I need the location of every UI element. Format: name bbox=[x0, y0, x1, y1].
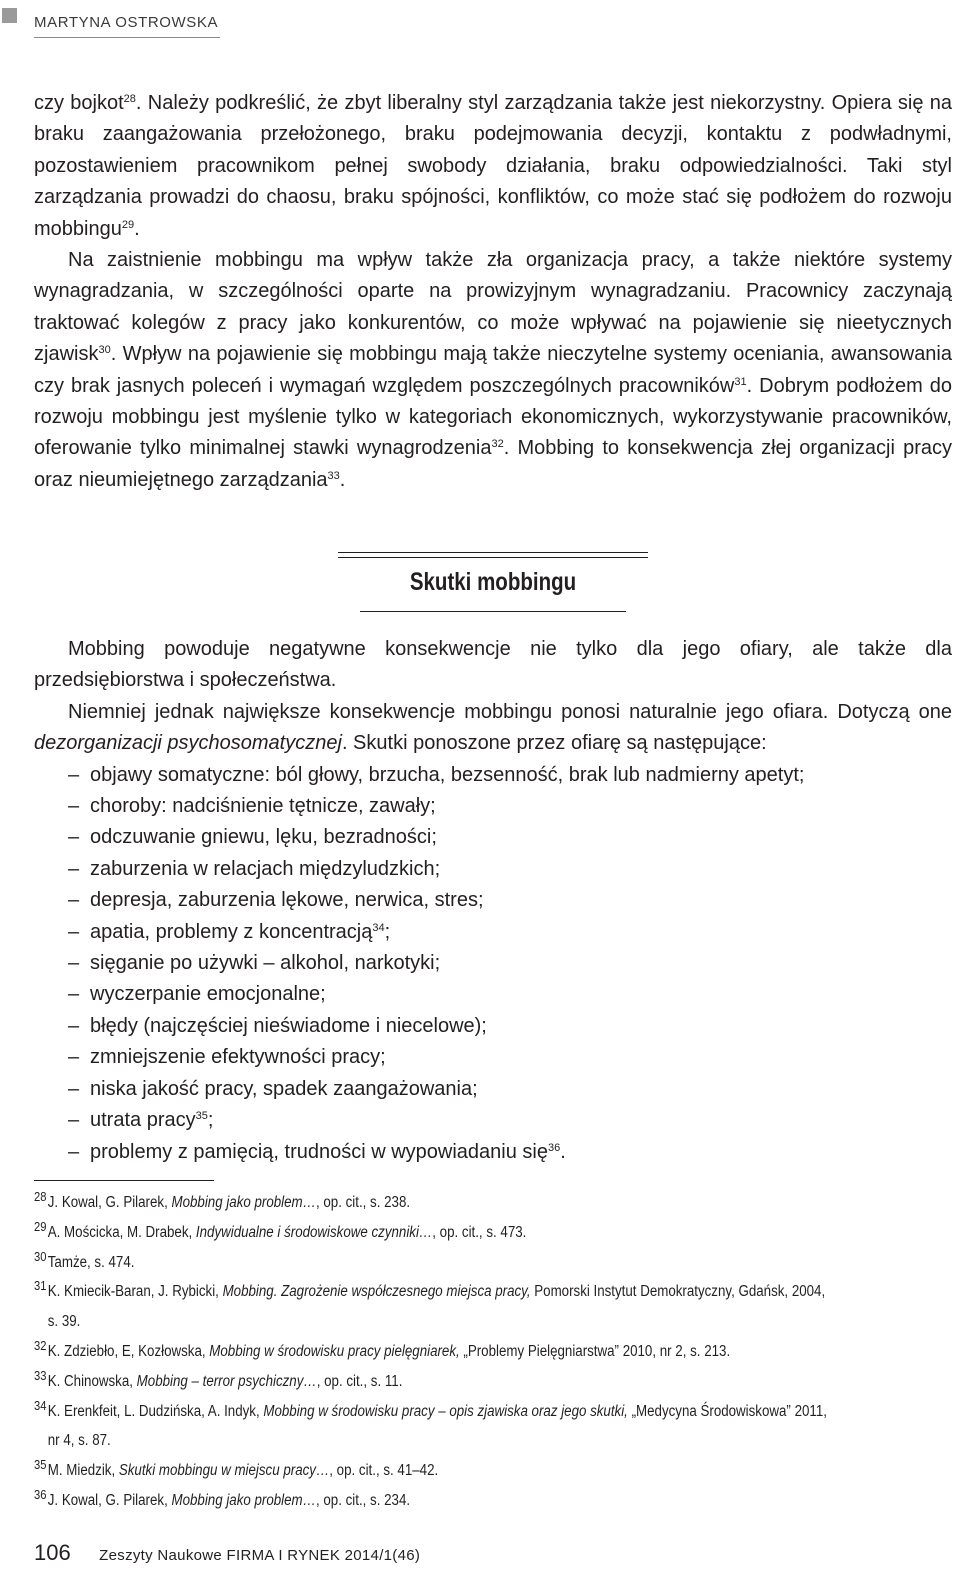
dash-bullet: – bbox=[68, 920, 80, 943]
list-item bbox=[34, 979, 952, 1010]
footnote-text: „Problemy Pielęgniarstwa” 2010, nr 2, s. 213. bbox=[459, 1342, 731, 1360]
paragraph-4 bbox=[34, 697, 952, 760]
footnote-ref-34: 34 bbox=[372, 921, 385, 934]
text-run: . Należy podkreślić, że zbyt liberalny styl zarządzania także jest niekorzystny. Opiera się na braku zaangażowania przełożonego, braku podejmowania decyzji, kontaktu z podwładnymi, pozostawieniem pracownikom pełnej swobody działania, braku odpowiedzialności. Taki styl zarządzania prowadzi do chaosu, braku spójności, konfliktów, co może stać się podłożem do rozwoju mobbingu bbox=[34, 92, 952, 240]
intro-text bbox=[34, 88, 952, 496]
footnote-number: 35 bbox=[34, 1457, 47, 1473]
heading-rule-top-second bbox=[338, 557, 648, 558]
footnote-ref-32: 32 bbox=[491, 438, 504, 451]
footnote-number: 30 bbox=[34, 1248, 47, 1264]
footnote-title: Mobbing – terror psychiczny… bbox=[136, 1372, 317, 1390]
footnote-ref-33: 33 bbox=[327, 469, 340, 482]
paragraph-1 bbox=[34, 88, 952, 245]
dash-bullet: – bbox=[68, 1140, 80, 1163]
list-item-text: depresja, zaburzenia lękowe, nerwica, stres; bbox=[90, 889, 484, 912]
list-item-text: objawy somatyczne: ból głowy, brzucha, bezsenność, brak lub nadmierny apetyt; bbox=[90, 763, 805, 786]
list-item bbox=[34, 1042, 952, 1073]
footnote-text: K. Kmiecik-Baran, J. Rybicki, bbox=[47, 1283, 223, 1301]
list-item-punct: . bbox=[560, 1140, 566, 1163]
header-rule bbox=[34, 37, 220, 38]
text-run: . Skutki ponoszone przez ofiarę są następujące: bbox=[341, 732, 767, 755]
footnote-ref-35: 35 bbox=[195, 1109, 208, 1122]
heading-rule-top bbox=[338, 552, 648, 553]
footnote-text: , op. cit., s. 11. bbox=[316, 1372, 403, 1390]
footnote-text: , op. cit., s. 238. bbox=[315, 1194, 411, 1211]
section-title: Skutki mobbingu bbox=[409, 568, 577, 596]
footnote-ref-28: 28 bbox=[123, 92, 136, 105]
page-number: 106 bbox=[34, 1540, 71, 1565]
page-footer bbox=[34, 1540, 634, 1570]
list-item bbox=[34, 791, 952, 822]
list-item bbox=[34, 1074, 952, 1105]
footnote-continuation: nr 4, s. 87. bbox=[47, 1432, 111, 1450]
footnote-33 bbox=[34, 1367, 829, 1397]
list-item-text: sięganie po używki – alkohol, narkotyki; bbox=[90, 952, 441, 975]
text-run: . bbox=[134, 217, 140, 240]
dash-bullet: – bbox=[68, 1014, 80, 1037]
footnote-29 bbox=[34, 1218, 829, 1248]
list-item-text: niska jakość pracy, spadek zaangażowania; bbox=[90, 1077, 478, 1100]
paragraph-3: Mobbing powoduje negatywne konsekwencje nie tylko dla jego ofiary, ale także dla przedsiębiorstwa i społeczeństwa. bbox=[34, 638, 952, 692]
dash-bullet: – bbox=[68, 1077, 80, 1100]
footnote-title: Mobbing w środowisku pracy – opis zjawiska oraz jego skutki, bbox=[263, 1402, 628, 1420]
list-item bbox=[34, 1137, 952, 1168]
list-item-text: wyczerpanie emocjonalne; bbox=[90, 983, 326, 1006]
dash-bullet: – bbox=[68, 889, 80, 912]
footnote-title: Mobbing jako problem… bbox=[171, 1194, 316, 1211]
list-item bbox=[34, 760, 952, 791]
effects-list bbox=[34, 760, 952, 1168]
effects-text bbox=[34, 634, 952, 1168]
list-item-punct: ; bbox=[384, 920, 391, 943]
text-run: . bbox=[339, 468, 346, 491]
footnote-rule bbox=[34, 1180, 214, 1181]
footnote-text: A. Mościcka, M. Drabek, bbox=[47, 1223, 196, 1241]
list-item bbox=[34, 1105, 952, 1136]
footnote-ref-30: 30 bbox=[98, 344, 111, 357]
paragraph-2 bbox=[34, 245, 952, 496]
footnote-number: 33 bbox=[34, 1367, 47, 1383]
text-run: czy bojkot bbox=[34, 92, 124, 114]
text-run: . Mobbing to konsekwencja złej organizacji pracy oraz nieumiejętnego zarządzania bbox=[34, 437, 952, 491]
dash-bullet: – bbox=[68, 795, 80, 818]
footnote-number: 29 bbox=[34, 1218, 47, 1234]
footnote-text: K. Zdziebło, E, Kozłowska, bbox=[47, 1342, 210, 1360]
heading-rule-bottom bbox=[360, 611, 626, 612]
footnote-title: Mobbing jako problem… bbox=[171, 1491, 316, 1509]
dash-bullet: – bbox=[68, 983, 80, 1006]
footnotes bbox=[34, 1188, 829, 1516]
footnote-ref-31: 31 bbox=[734, 375, 747, 388]
text-run: Niemniej jednak największe konsekwencje mobbingu ponosi naturalnie jego ofiara. Dotyczą one bbox=[68, 700, 952, 723]
footnote-28 bbox=[34, 1188, 829, 1218]
footnote-text: Pomorski Instytut Demokratyczny, Gdańsk, 2004, s. 39. bbox=[47, 1283, 826, 1331]
list-item bbox=[34, 885, 952, 916]
list-item-text: odczuwanie gniewu, lęku, bezradności; bbox=[90, 826, 437, 849]
footnote-number: 34 bbox=[34, 1397, 47, 1413]
footnote-32 bbox=[34, 1337, 829, 1367]
footnote-ref-36: 36 bbox=[548, 1141, 561, 1154]
section-heading bbox=[338, 548, 648, 614]
footnote-31 bbox=[34, 1277, 829, 1337]
list-item-text: choroby: nadciśnienie tętnicze, zawały; bbox=[90, 795, 436, 818]
footnote-text: , op. cit., s. 473. bbox=[432, 1223, 527, 1241]
footnote-text: „Medycyna Środowiskowa” 2011, bbox=[627, 1402, 827, 1420]
footnote-text: J. Kowal, G. Pilarek, bbox=[47, 1194, 172, 1211]
footnote-text: M. Miedzik, bbox=[47, 1462, 119, 1480]
list-item-punct: ; bbox=[207, 1109, 214, 1132]
dash-bullet: – bbox=[68, 857, 80, 880]
footnote-text: , op. cit., s. 41–42. bbox=[329, 1462, 439, 1480]
footnote-number: 28 bbox=[34, 1189, 47, 1204]
list-item bbox=[34, 917, 952, 948]
footnote-title: Skutki mobbingu w miejscu pracy… bbox=[118, 1462, 330, 1480]
list-item-text: zmniejszenie efektywności pracy; bbox=[90, 1046, 386, 1069]
footnote-text: , op. cit., s. 234. bbox=[315, 1491, 411, 1509]
dash-bullet: – bbox=[68, 826, 80, 849]
list-item-text: problemy z pamięcią, trudności w wypowiadaniu się bbox=[90, 1140, 548, 1163]
footnote-35 bbox=[34, 1456, 829, 1486]
footnote-text: J. Kowal, G. Pilarek, bbox=[47, 1491, 172, 1509]
list-item bbox=[34, 854, 952, 885]
footnote-30 bbox=[34, 1248, 829, 1278]
list-item-text: apatia, problemy z koncentracją bbox=[90, 920, 373, 943]
dash-bullet: – bbox=[68, 1109, 80, 1132]
footnote-34 bbox=[34, 1397, 829, 1457]
footnote-text: Tamże, s. 474. bbox=[47, 1253, 135, 1271]
footnote-title: Mobbing. Zagrożenie współczesnego miejsca pracy, bbox=[222, 1283, 531, 1301]
list-item bbox=[34, 948, 952, 979]
dash-bullet: – bbox=[68, 763, 80, 786]
footnote-36 bbox=[34, 1486, 829, 1516]
list-item bbox=[34, 1011, 952, 1042]
footnote-number: 36 bbox=[34, 1486, 47, 1502]
header-author: MARTYNA OSTROWSKA bbox=[34, 14, 219, 31]
list-item-text: błędy (najczęściej nieświadome i niecelowe); bbox=[90, 1014, 487, 1037]
list-item-text: utrata pracy bbox=[90, 1109, 196, 1132]
footnote-title: Mobbing w środowisku pracy pielęgniarek, bbox=[209, 1342, 460, 1360]
footnote-text: K. Erenkfeit, L. Dudzińska, A. Indyk, bbox=[47, 1402, 264, 1420]
header-marker bbox=[2, 8, 17, 23]
footnote-text: K. Chinowska, bbox=[47, 1372, 137, 1390]
running-header bbox=[0, 0, 960, 40]
italic-term: dezorganizacji psychosomatycznej bbox=[34, 732, 342, 755]
dash-bullet: – bbox=[68, 952, 80, 975]
journal-title: Zeszyty Naukowe FIRMA I RYNEK 2014/1(46) bbox=[99, 1547, 421, 1564]
list-item bbox=[34, 822, 952, 853]
text-run: . Dobrym podłożem do rozwoju mobbingu jest myślenie tylko w kategoriach ekonomicznych, wykorzystywanie pracowników, oferowanie tylko minimalnej stawki wynagrodzenia bbox=[34, 374, 953, 460]
text-run: . Wpływ na pojawienie się mobbingu mają także nieczytelne systemy oceniania, awansowania czy brak jasnych poleceń i wymagań względem poszczególnych pracowników bbox=[34, 343, 952, 397]
list-item-text: zaburzenia w relacjach międzyludzkich; bbox=[90, 857, 441, 880]
footnote-title: Indywidualne i środowiskowe czynniki… bbox=[195, 1223, 433, 1241]
text-run: Na zaistnienie mobbingu ma wpływ także zła organizacja pracy, a także niektóre systemy wynagradzania, w szczególności oparte na prowizyjnym wynagradzaniu. Pracownicy zaczynają traktować kolegów z pracy jako konkurentów, co może wpływać na pojawienie się nieetycznych zjawisk bbox=[34, 249, 952, 366]
dash-bullet: – bbox=[68, 1046, 80, 1069]
footnote-number: 32 bbox=[34, 1337, 47, 1353]
footnote-ref-29: 29 bbox=[121, 218, 135, 231]
footnote-number: 31 bbox=[34, 1278, 47, 1294]
